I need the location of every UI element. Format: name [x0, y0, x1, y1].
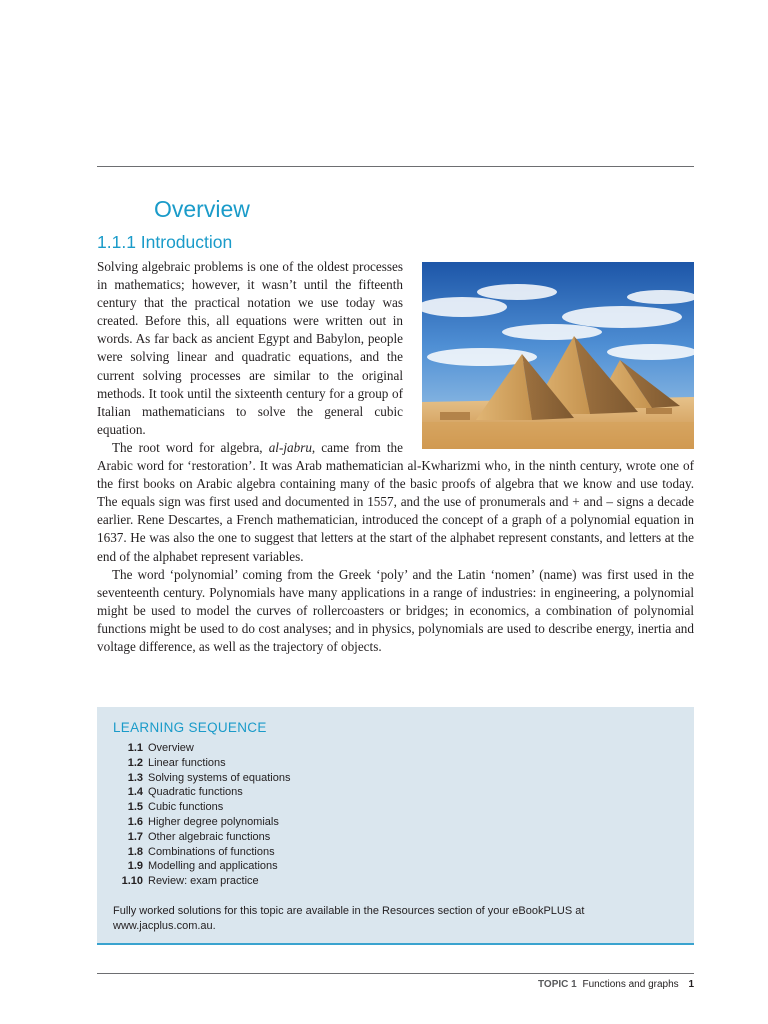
- overview-heading: Overview: [154, 196, 250, 222]
- footer-topic: TOPIC 1: [537, 979, 577, 990]
- sequence-item: 1.5 Cubic functions: [127, 801, 224, 814]
- page-number: 1: [688, 979, 694, 990]
- sequence-item: 1.9 Modelling and applications: [127, 860, 278, 873]
- sequence-item: 1.8 Combinations of functions: [127, 845, 275, 858]
- sequence-item: 1.1 Overview: [127, 742, 194, 754]
- pyramids-photo: [422, 262, 694, 449]
- section-heading: 1.1.1 Introduction: [97, 232, 233, 252]
- sequence-item: 1.2 Linear functions: [127, 756, 226, 769]
- paragraph-2: The root word for algebra, al-jabru, came from the Arabic word for ‘restoration’. It was Arab mathematician al-Kwharizmi who, in the ninth century, wrote one of the first books on Arabic algebra containing many of the basic proofs of algebra that we know and use today. The equals sign was first used and documented in 1557, and the use of pronumerals and + and – signs a decade earlier. Rene Descartes, a French mathematician, introduced the concept of a graph of a polynomial equation in 1637. He was also the one to suggest that letters at the start of the alphabet represent constants, and letters at the end of the alphabet represent variables.: [97, 439, 694, 564]
- sequence-item: 1.10 Review: exam practice: [121, 875, 259, 888]
- sequence-item: 1.6 Higher degree polynomials: [127, 815, 279, 828]
- sequence-item: 1.7 Other algebraic functions: [127, 830, 271, 843]
- learning-sequence-title: LEARNING SEQUENCE: [113, 720, 267, 735]
- learning-sequence-list: [113, 741, 290, 889]
- footer-chapter: Functions and graphs: [582, 979, 679, 990]
- paragraph-1: Solving algebraic problems is one of the oldest processes in mathematics; however, it wasn’t until the fifteenth century that the practical notation we use today was created. Before this, all equations were written out in words. As far back as ancient Egypt and Babylon, people were solving linear and quadratic equations, and the current solving processes are similar to the original methods. It took until the sixteenth century for a group of Italian mathematicians to solve the general cubic equation.: [97, 259, 403, 437]
- intro-body: [97, 258, 694, 656]
- al-jabru-term: al-jabru: [268, 439, 312, 455]
- paragraph-3: The word ‘polynomial’ coming from the Greek ‘poly’ and the Latin ‘nomen’ (name) was first used in the seventeenth century. Polynomials have many applications in a range of industries: in engineering, a polynomial might be used to model the curves of rollercoasters or bridges; in economics, a combination of polynomial functions might be used to do cost analyses; and in physics, polynomials are used to describe energy, inertia and voltage difference, as well as the trajectory of objects.: [97, 566, 694, 654]
- footer-rule: [97, 973, 694, 974]
- learning-sequence-box: [97, 707, 694, 945]
- sequence-item: 1.3 Solving systems of equations: [127, 771, 291, 784]
- header-rule: [97, 166, 694, 167]
- solutions-note: Fully worked solutions for this topic are available in the Resources section of your eBookPLUS at www.jacplus.com.au.: [113, 905, 585, 932]
- sequence-item: 1.4 Quadratic functions: [127, 786, 243, 799]
- page-footer: [538, 979, 694, 990]
